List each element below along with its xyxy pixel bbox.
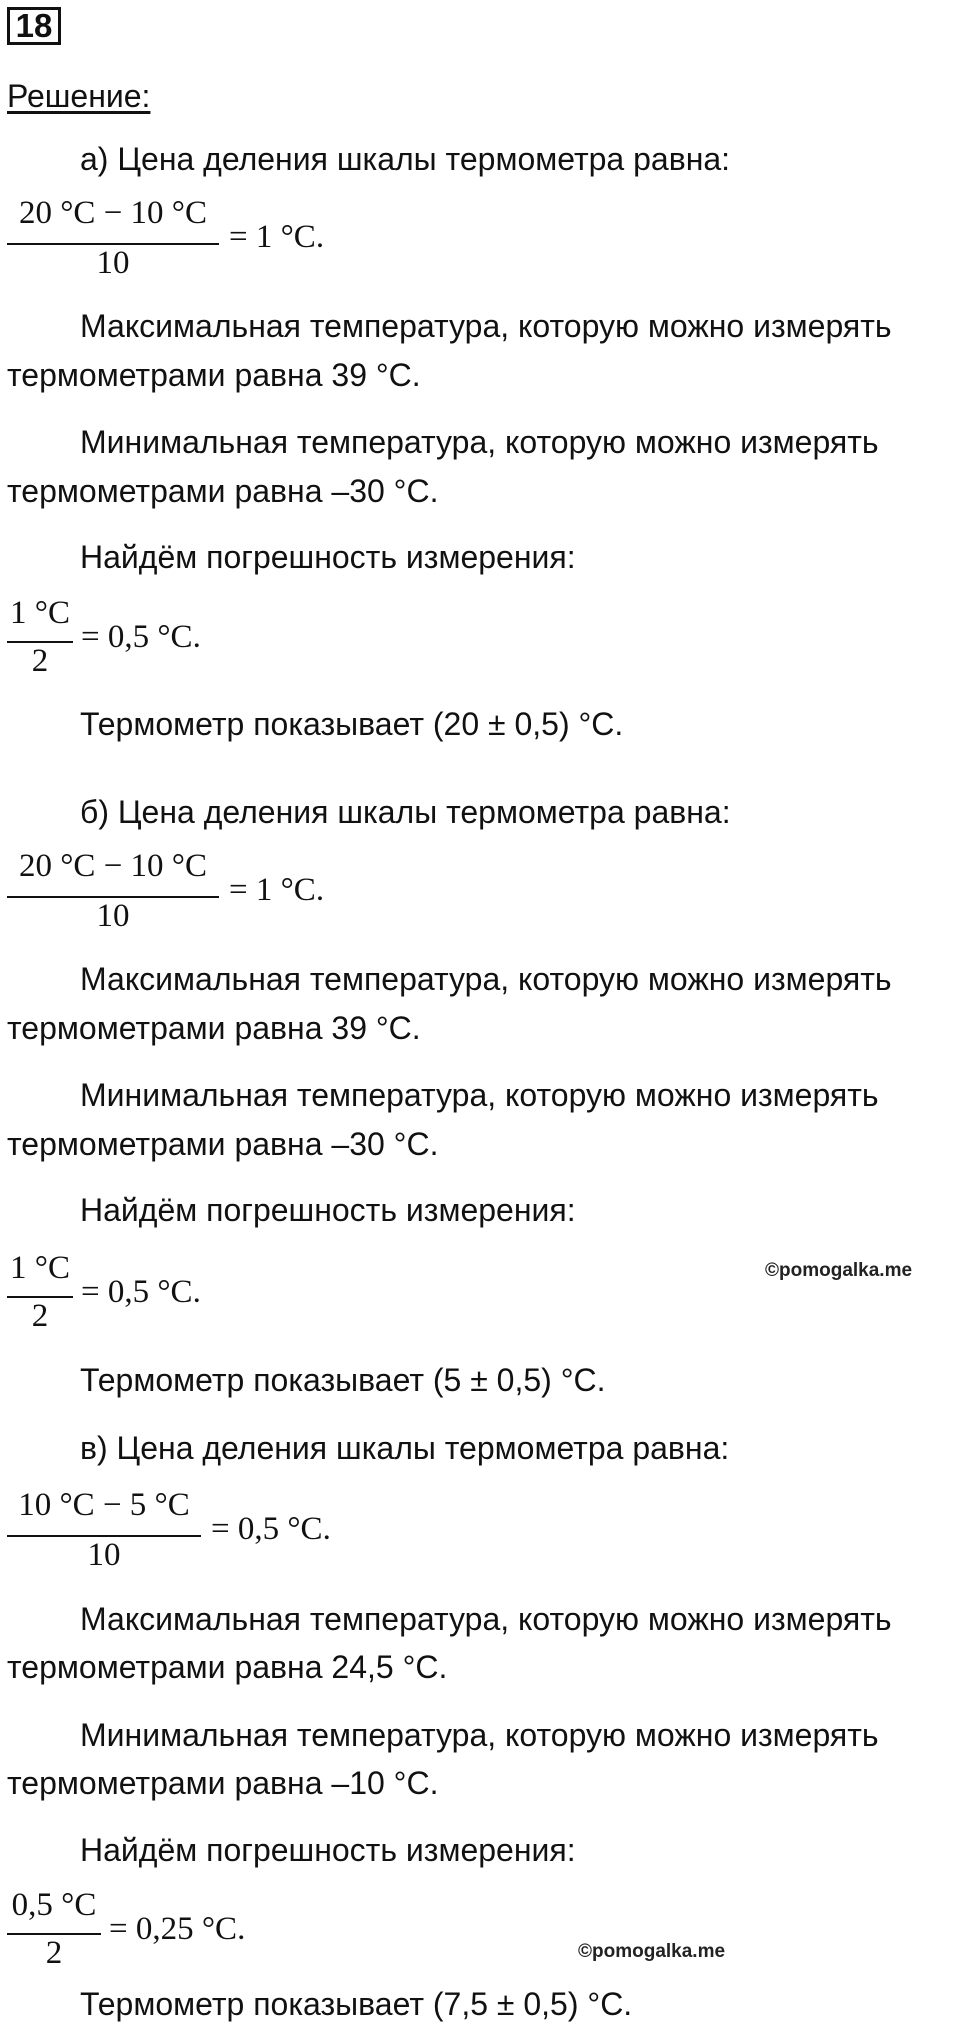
part-a-error-intro: Найдём погрешность измерения: — [80, 539, 576, 575]
part-b-max-line2: термометрами равна 39 °C. — [7, 1010, 421, 1046]
watermark: ©pomogalka.me — [765, 1260, 913, 1281]
part-a-min-line2: термометрами равна –30 °C. — [7, 473, 439, 509]
part-b-max-line1: Максимальная температура, которую можно измерять — [80, 961, 892, 997]
part-b-min-line2: термометрами равна –30 °C. — [7, 1126, 439, 1162]
part-a-intro: а) Цена деления шкалы термометра равна: — [80, 141, 731, 177]
part-v-max-line2: термометрами равна 24,5 °C. — [7, 1649, 448, 1685]
part-v-min-line1: Минимальная температура, которую можно измерять — [80, 1717, 879, 1753]
fraction-result: = 1 °C. — [229, 219, 325, 255]
fraction-result: = 0,5 °C. — [81, 1274, 201, 1310]
part-v-min-line2: термометрами равна –10 °C. — [7, 1765, 439, 1801]
fraction-denominator: 10 — [87, 1537, 121, 1573]
fraction-denominator: 2 — [31, 1298, 49, 1334]
fraction-result: = 0,5 °C. — [81, 619, 201, 655]
part-a-min-line1: Минимальная температура, которую можно измерять — [80, 424, 879, 460]
part-a-reading: Термометр показывает (20 ± 0,5) °C. — [80, 706, 624, 742]
fraction-denominator: 2 — [45, 1935, 63, 1971]
fraction-numerator: 1 °C — [10, 595, 70, 631]
part-a-max-line2: термометрами равна 39 °C. — [7, 357, 421, 393]
part-b-min-line1: Минимальная температура, которую можно измерять — [80, 1077, 879, 1113]
fraction-numerator: 20 °C − 10 °C — [18, 195, 208, 231]
fraction-numerator: 20 °C − 10 °C — [18, 848, 208, 884]
part-v-max-line1: Максимальная температура, которую можно измерять — [80, 1601, 892, 1637]
part-b-intro: б) Цена деления шкалы термометра равна: — [80, 794, 731, 830]
solution-heading: Решение: — [7, 78, 151, 114]
fraction-result: = 0,5 °C. — [211, 1511, 331, 1547]
fraction-denominator: 10 — [96, 898, 130, 934]
fraction-numerator: 0,5 °C — [11, 1887, 97, 1923]
fraction-result: = 0,25 °C. — [109, 1911, 246, 1947]
watermark: ©pomogalka.me — [578, 1941, 726, 1962]
fraction-numerator: 10 °C − 5 °C — [18, 1487, 190, 1523]
part-a-max-line1: Максимальная температура, которую можно измерять — [80, 308, 892, 344]
fraction-denominator: 2 — [31, 643, 49, 679]
fraction-result: = 1 °C. — [229, 872, 325, 908]
part-v-reading: Термометр показывает (7,5 ± 0,5) °C. — [80, 1986, 633, 2022]
part-b-error-intro: Найдём погрешность измерения: — [80, 1192, 576, 1228]
part-v-error-intro: Найдём погрешность измерения: — [80, 1832, 576, 1868]
fraction-numerator: 1 °C — [10, 1250, 70, 1286]
fraction-denominator: 10 — [96, 245, 130, 281]
problem-number: 18 — [7, 7, 61, 45]
part-v-intro: в) Цена деления шкалы термометра равна: — [80, 1430, 730, 1466]
part-b-reading: Термометр показывает (5 ± 0,5) °C. — [80, 1362, 606, 1398]
